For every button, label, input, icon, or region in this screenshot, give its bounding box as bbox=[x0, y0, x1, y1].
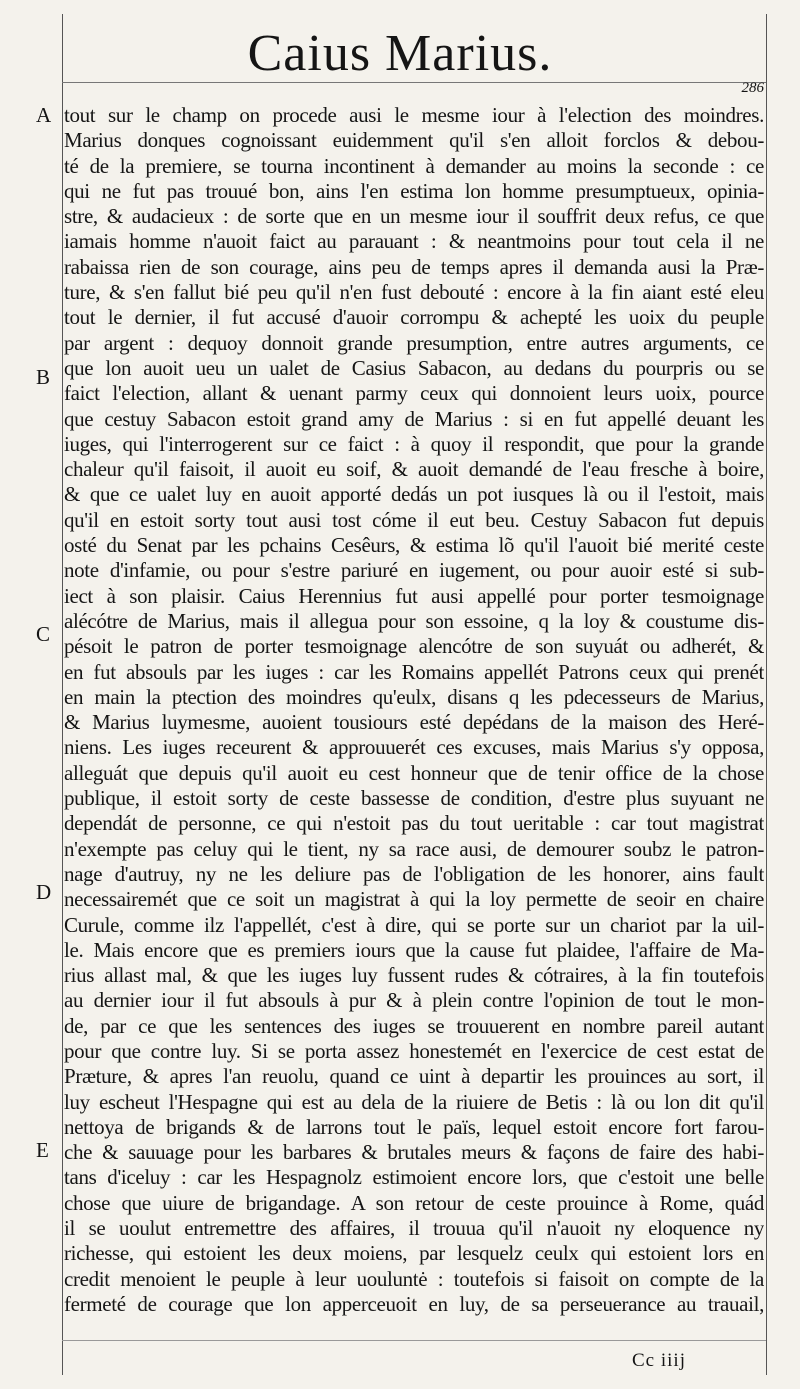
right-margin-rule bbox=[766, 14, 767, 1375]
text-line: en fut absouls par les iuges : car les Romains appellét Patrons ceux qui prenét bbox=[64, 659, 764, 684]
section-marker-b: B bbox=[36, 365, 51, 389]
body-text bbox=[64, 103, 764, 1317]
text-line: que lon auoit ueu un ualet de Casius Sabacon, au dedans du pourpris ou se bbox=[64, 355, 764, 380]
text-line: nettoya de brigands & de larrons tout le païs, lequel estoit encore fort farou- bbox=[64, 1114, 764, 1139]
text-line: niens. Les iuges receurent & approuuerét ces excuses, mais Marius s'y opposa, bbox=[64, 735, 764, 760]
section-marker-c: C bbox=[36, 622, 51, 646]
left-margin-rule bbox=[62, 14, 63, 1375]
signature-mark: Cc iiij bbox=[632, 1350, 686, 1371]
section-marker-a: A bbox=[36, 103, 52, 127]
section-marker-e: E bbox=[36, 1138, 49, 1162]
footer-rule bbox=[62, 1340, 766, 1341]
text-line: faict l'election, allant & uenant parmy ceux qui donnoient leurs uoix, pource bbox=[64, 381, 764, 406]
text-line: dependát de personne, ce qui n'estoit pas du tout ueritable : car tout magistrat bbox=[64, 811, 764, 836]
text-line: richesse, qui estoient les deux moiens, par lesquelz ceulx qui estoient lors en bbox=[64, 1241, 764, 1266]
text-line: publique, il estoit sorty de ceste bassesse de condition, d'estre plus suyuant ne bbox=[64, 786, 764, 811]
text-line: tans d'iceluy : car les Hespagnolz estimoient encore lors, que c'estoit une belle bbox=[64, 1165, 764, 1190]
section-marker-d: D bbox=[36, 880, 52, 904]
text-line: chose que uiure de brigandage. A son retour de ceste prouince à Rome, quád bbox=[64, 1190, 764, 1215]
text-line: iuges, qui l'interrogerent sur ce faict : à quoy il respondit, que pour la grande bbox=[64, 431, 764, 456]
text-line: nage d'autruy, ny ne les deliure pas de l'obligation de les honorer, ains fault bbox=[64, 861, 764, 886]
text-line: luy escheut l'Hespagne qui est au dela de la riuiere de Betis : là ou lon dit qu'il bbox=[64, 1089, 764, 1114]
text-line: qu'il en estoit sorty tout ausi tost cóme il eut beu. Cestuy Sabacon fut depuis bbox=[64, 507, 764, 532]
text-line: alleguát que depuis qu'il auoit eu cest honneur que de tenir office de la chose bbox=[64, 760, 764, 785]
text-line: che & sauuage pour les barbares & brutales meurs & façons de faire des habi- bbox=[64, 1140, 764, 1165]
text-line: par argent : dequoy donnoit grande presumption, entre autres arguments, ce bbox=[64, 330, 764, 355]
text-line: necessairemét que ce soit un magistrat à qui la loy permette de seoir en chaire bbox=[64, 887, 764, 912]
text-line: pour que contre luy. Si se porta assez honestemét en l'exercice de cest estat de bbox=[64, 1038, 764, 1063]
text-line: tout sur le champ on procede ausi le mesme iour à l'election des moindres. bbox=[64, 103, 764, 127]
text-line: rius allast mal, & que les iuges luy fussent rudes & cótraires, à la fin toutefois bbox=[64, 963, 764, 988]
text-line: qui ne fut pas trouué bon, ains l'en estima lon homme presumptueux, opinia- bbox=[64, 178, 764, 203]
text-line: alécótre de Marius, mais il allegua pour son essoine, q la loy & coustume dis- bbox=[64, 608, 764, 633]
text-line: le. Mais encore que es premiers iours que la cause fut plaidee, l'affaire de Ma- bbox=[64, 937, 764, 962]
running-title: Caius Marius. bbox=[247, 25, 553, 82]
text-line: & que ce ualet luy en auoit apporté dedás un pot iusques là ou il l'estoit, mais bbox=[64, 482, 764, 507]
text-line: fermeté de courage que lon apperceuoit en luy, de sa perseuerance au trauail, bbox=[64, 1291, 764, 1316]
text-line: de, par ce que les sentences des iuges se trouuerent en nombre pareil autant bbox=[64, 1013, 764, 1038]
text-line: n'exempte pas celuy qui le tient, ny sa race ausi, de demourer soubz le patron- bbox=[64, 836, 764, 861]
text-line: note d'infamie, ou pour s'estre pariuré en iugement, ou pour auoir esté si sub- bbox=[64, 558, 764, 583]
text-line: osté du Senat par les pchains Cesêurs, & estima lõ qu'il l'auoit bié merité ceste bbox=[64, 533, 764, 558]
text-line: chaleur qu'il faisoit, il auoit eu soif, & auoit demandé de l'eau fresche à boire, bbox=[64, 457, 764, 482]
text-line: que cestuy Sabacon estoit grand amy de Marius : si en fut appellé deuant les bbox=[64, 406, 764, 431]
text-line: au dernier iour il fut absouls à pur & à plein contre l'opinion de tout le mon- bbox=[64, 988, 764, 1013]
text-line: en main la ptection des moindres qu'eulx, disans q les pdecesseurs de Marius, bbox=[64, 684, 764, 709]
text-line: pésoit le patron de porter tesmoignage alencótre de son suyuát ou adherét, & bbox=[64, 634, 764, 659]
text-line: credit menoient le peuple à leur uouluntė : toutefois si faisoit on compte de la bbox=[64, 1266, 764, 1291]
text-line: Curule, comme ilz l'appellét, c'est à dire, qui se porte sur un chariot par la uil- bbox=[64, 912, 764, 937]
text-line: tout le dernier, il fut accusé d'auoir corrompu & achepté les uoix du peuple bbox=[64, 305, 764, 330]
text-line: iect à son plaisir. Caius Herennius fut ausi appellé pour porter tesmoignage bbox=[64, 583, 764, 608]
folio-number: 286 bbox=[741, 80, 764, 96]
text-line: té de la premiere, se tourna incontinent à demander au moins la seconde : ce bbox=[64, 153, 764, 178]
text-line: ture, & s'en fallut bié peu qu'il n'en fust debouté : encore à la fin aiant esté eleu bbox=[64, 280, 764, 305]
text-line: Marius donques cognoissant euidemment qu'il s'en alloit forclos & debou- bbox=[64, 128, 764, 153]
text-line: il se uoulut entremettre des affaires, il trouua qu'il n'auoit ny eloquence ny bbox=[64, 1216, 764, 1241]
text-line: stre, & audacieux : de sorte que en un mesme iour il souffrit deux refus, ce que bbox=[64, 204, 764, 229]
text-line: Præture, & apres l'an reuolu, quand ce uint à departir les prouinces au sort, il bbox=[64, 1064, 764, 1089]
text-line: & Marius luymesme, auoient tousiours esté depédans de la maison des Heré- bbox=[64, 710, 764, 735]
text-line: rabaissa rien de son courage, ains peu de temps apres il demanda ausi la Præ- bbox=[64, 254, 764, 279]
text-line: iamais homme n'auoit faict au parauant : & neantmoins pour tout cela il ne bbox=[64, 229, 764, 254]
